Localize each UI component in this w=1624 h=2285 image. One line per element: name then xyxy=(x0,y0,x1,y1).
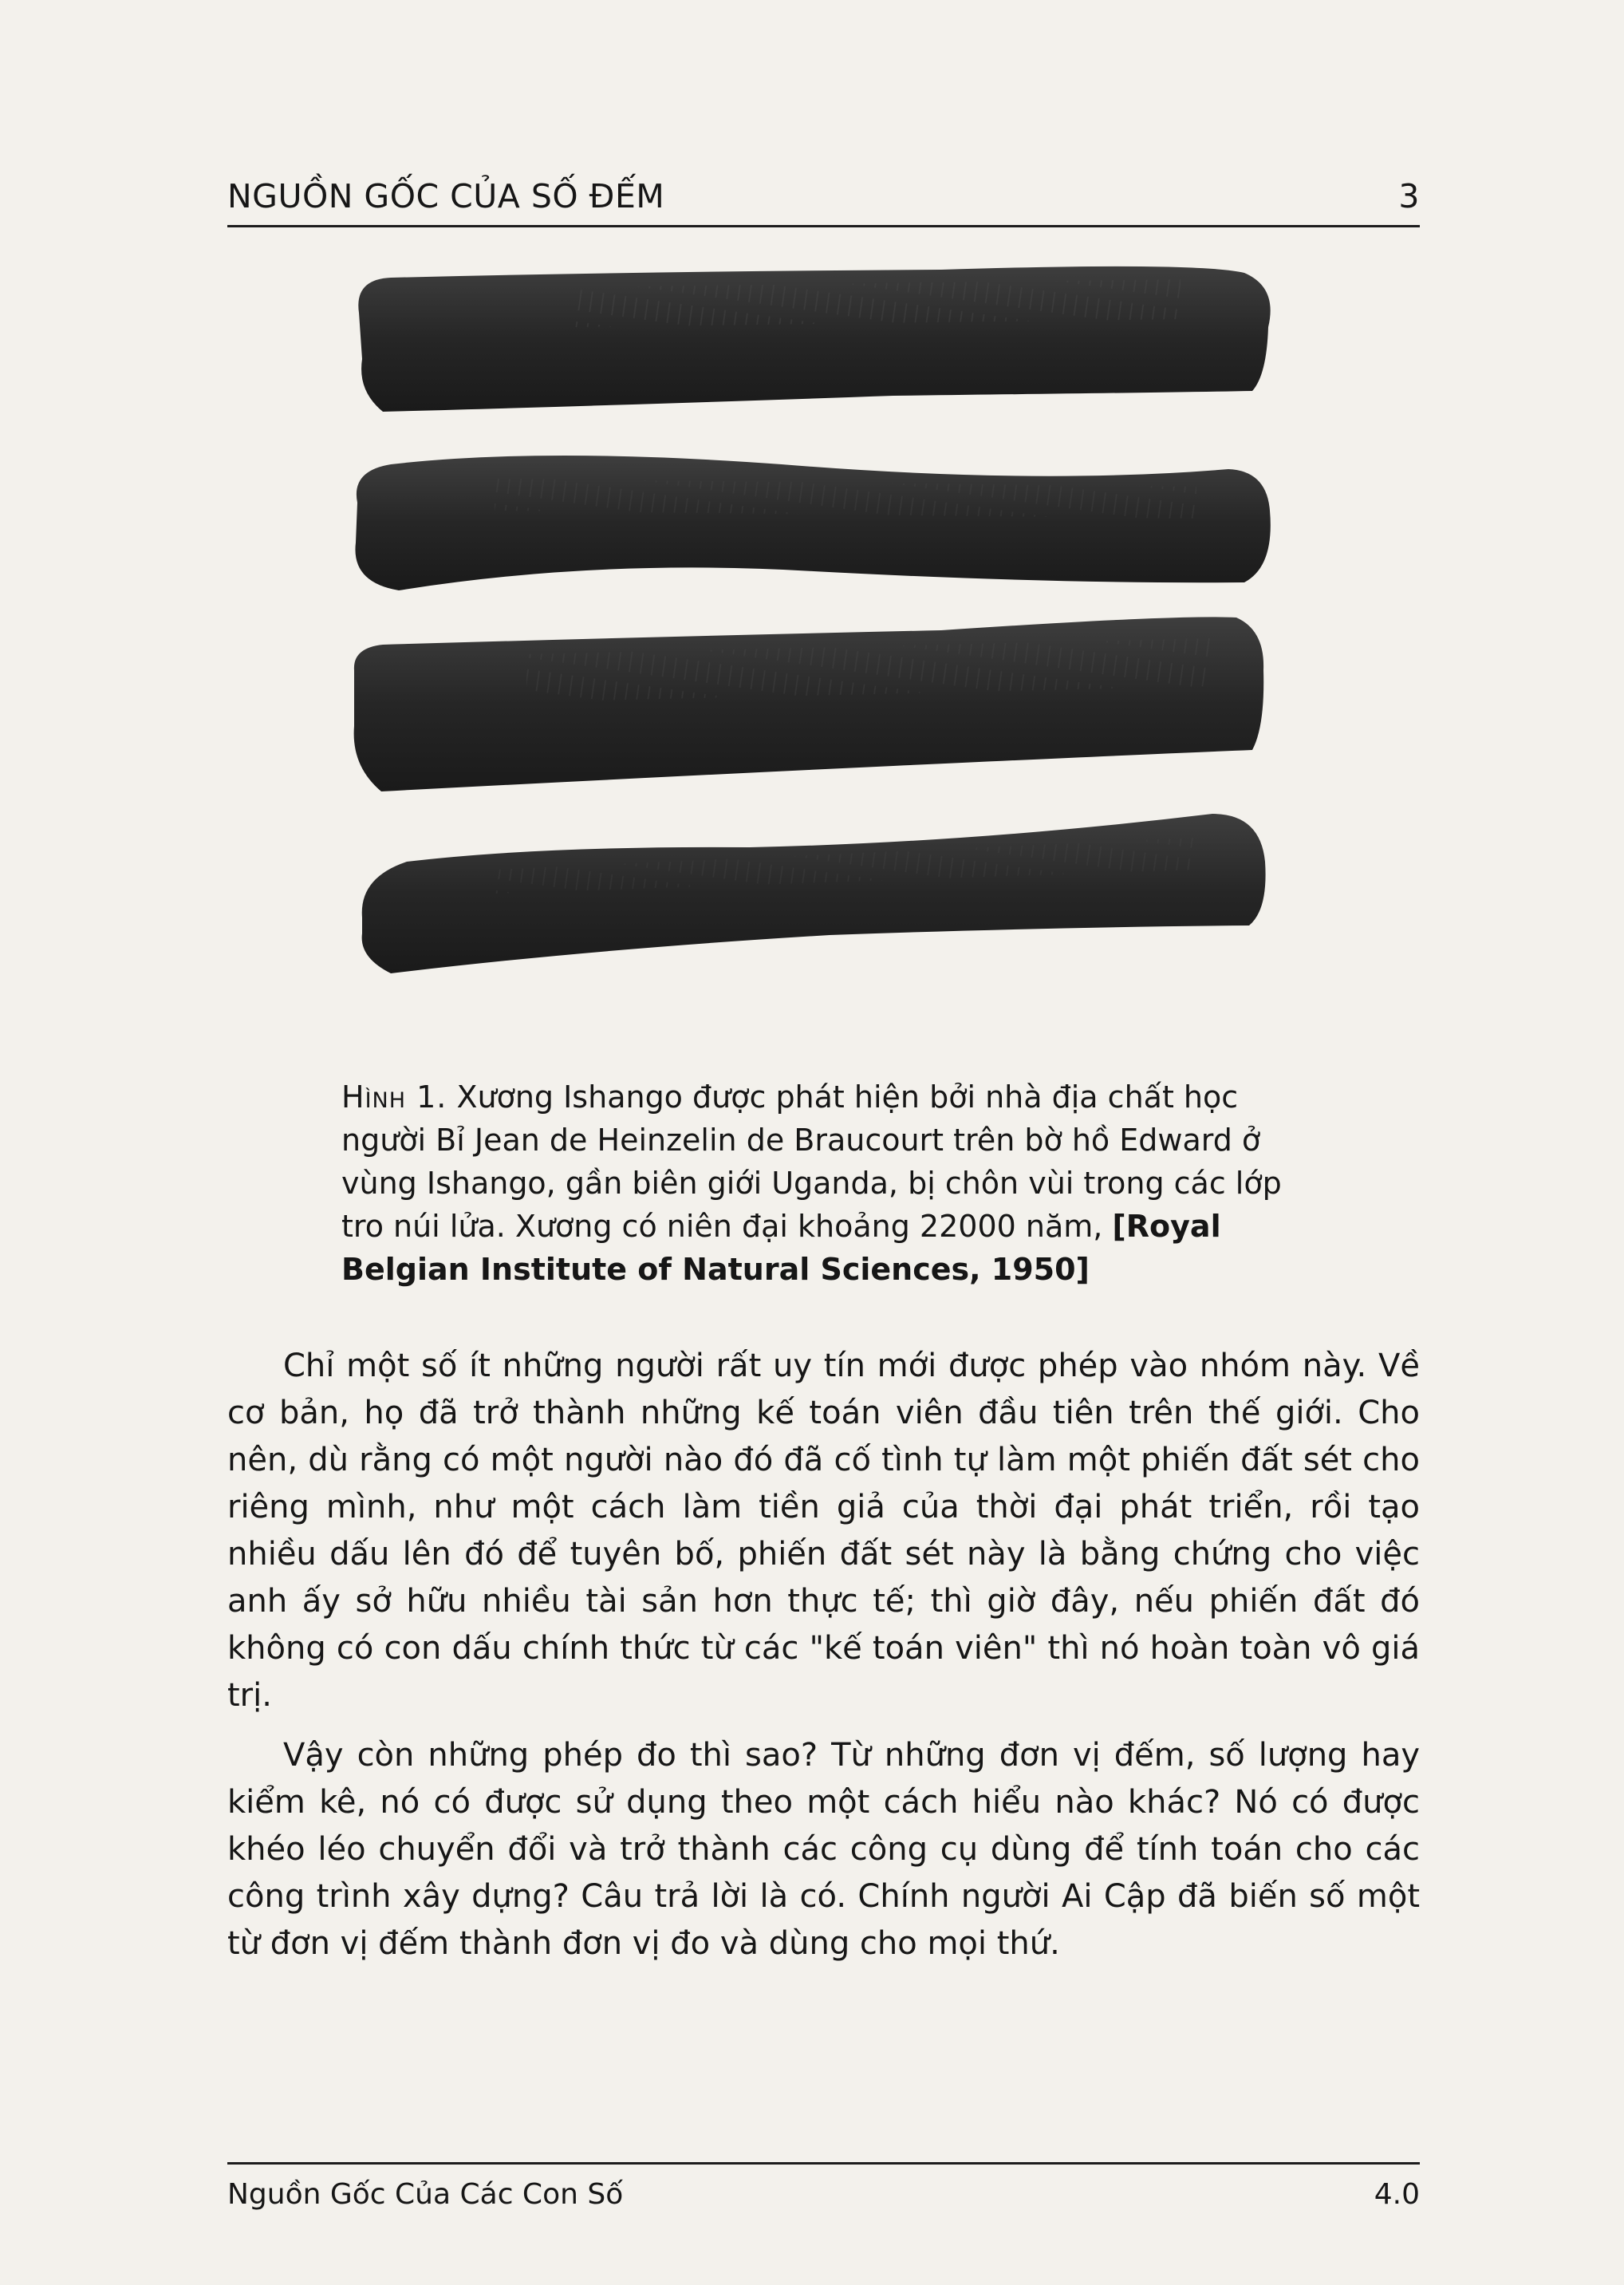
book-title: Nguồn Gốc Của Các Con Số xyxy=(227,2178,624,2211)
running-header xyxy=(227,177,1420,215)
running-footer xyxy=(227,2178,1420,2211)
page-number: 3 xyxy=(1398,177,1420,215)
body-text xyxy=(227,1343,1420,1980)
figure-label: Hình 1. xyxy=(341,1079,447,1115)
bone-view-4 xyxy=(362,814,1266,973)
figure-caption xyxy=(341,1075,1299,1291)
figure-caption-text: Xương Ishango được phát hiện bởi nhà địa chất học người Bỉ Jean de Heinzelin de Braucourt trên bờ hồ Edward ở vùng Ishango, gần biên giới Uganda, bị chôn vùi trong các lớp tro núi lửa. Xương có niên đại khoảng 22000 năm, xyxy=(341,1079,1282,1244)
footer-rule xyxy=(227,2162,1420,2165)
bone-view-2 xyxy=(355,456,1270,590)
figure-source: [Royal Belgian Institute of Natural Sciences, 1950] xyxy=(341,1209,1221,1287)
paragraph: Chỉ một số ít những người rất uy tín mới được phép vào nhóm này. Về cơ bản, họ đã trở thành những kế toán viên đầu tiên trên thế giới. Cho nên, dù rằng có một người nào đó đã cố tình tự làm một phiến đất sét cho riêng mình, như một cách làm tiền giả của thời đại phát triển, rồi tạo nhiều dấu lên đó để tuyên bố, phiến đất sét này là bằng chứng cho việc anh ấy sở hữu nhiều tài sản hơn thực tế; thì giờ đây, nếu phiến đất đó không có con dấu chính thức từ các "kế toán viên" thì nó hoàn toàn vô giá trị. xyxy=(227,1348,1420,1714)
ishango-bone-figure xyxy=(335,255,1292,1045)
paragraph: Vậy còn những phép đo thì sao? Từ những đơn vị đếm, số lượng hay kiểm kê, nó có được sử dụng theo một cách hiểu nào khác? Nó có được khéo léo chuyển đổi và trở thành các công cụ dùng để tính toán cho các công trình xây dựng? Câu trả lời là có. Chính người Ai Cập đã biến số một từ đơn vị đếm thành đơn vị đo và dùng cho mọi thứ. xyxy=(227,1737,1420,1962)
bone-view-1 xyxy=(358,266,1270,412)
bone-view-3 xyxy=(354,617,1264,791)
header-rule xyxy=(227,225,1420,227)
edition-version: 4.0 xyxy=(1374,2178,1420,2211)
chapter-title: NGUỒN GỐC CỦA SỐ ĐẾM xyxy=(227,177,665,215)
